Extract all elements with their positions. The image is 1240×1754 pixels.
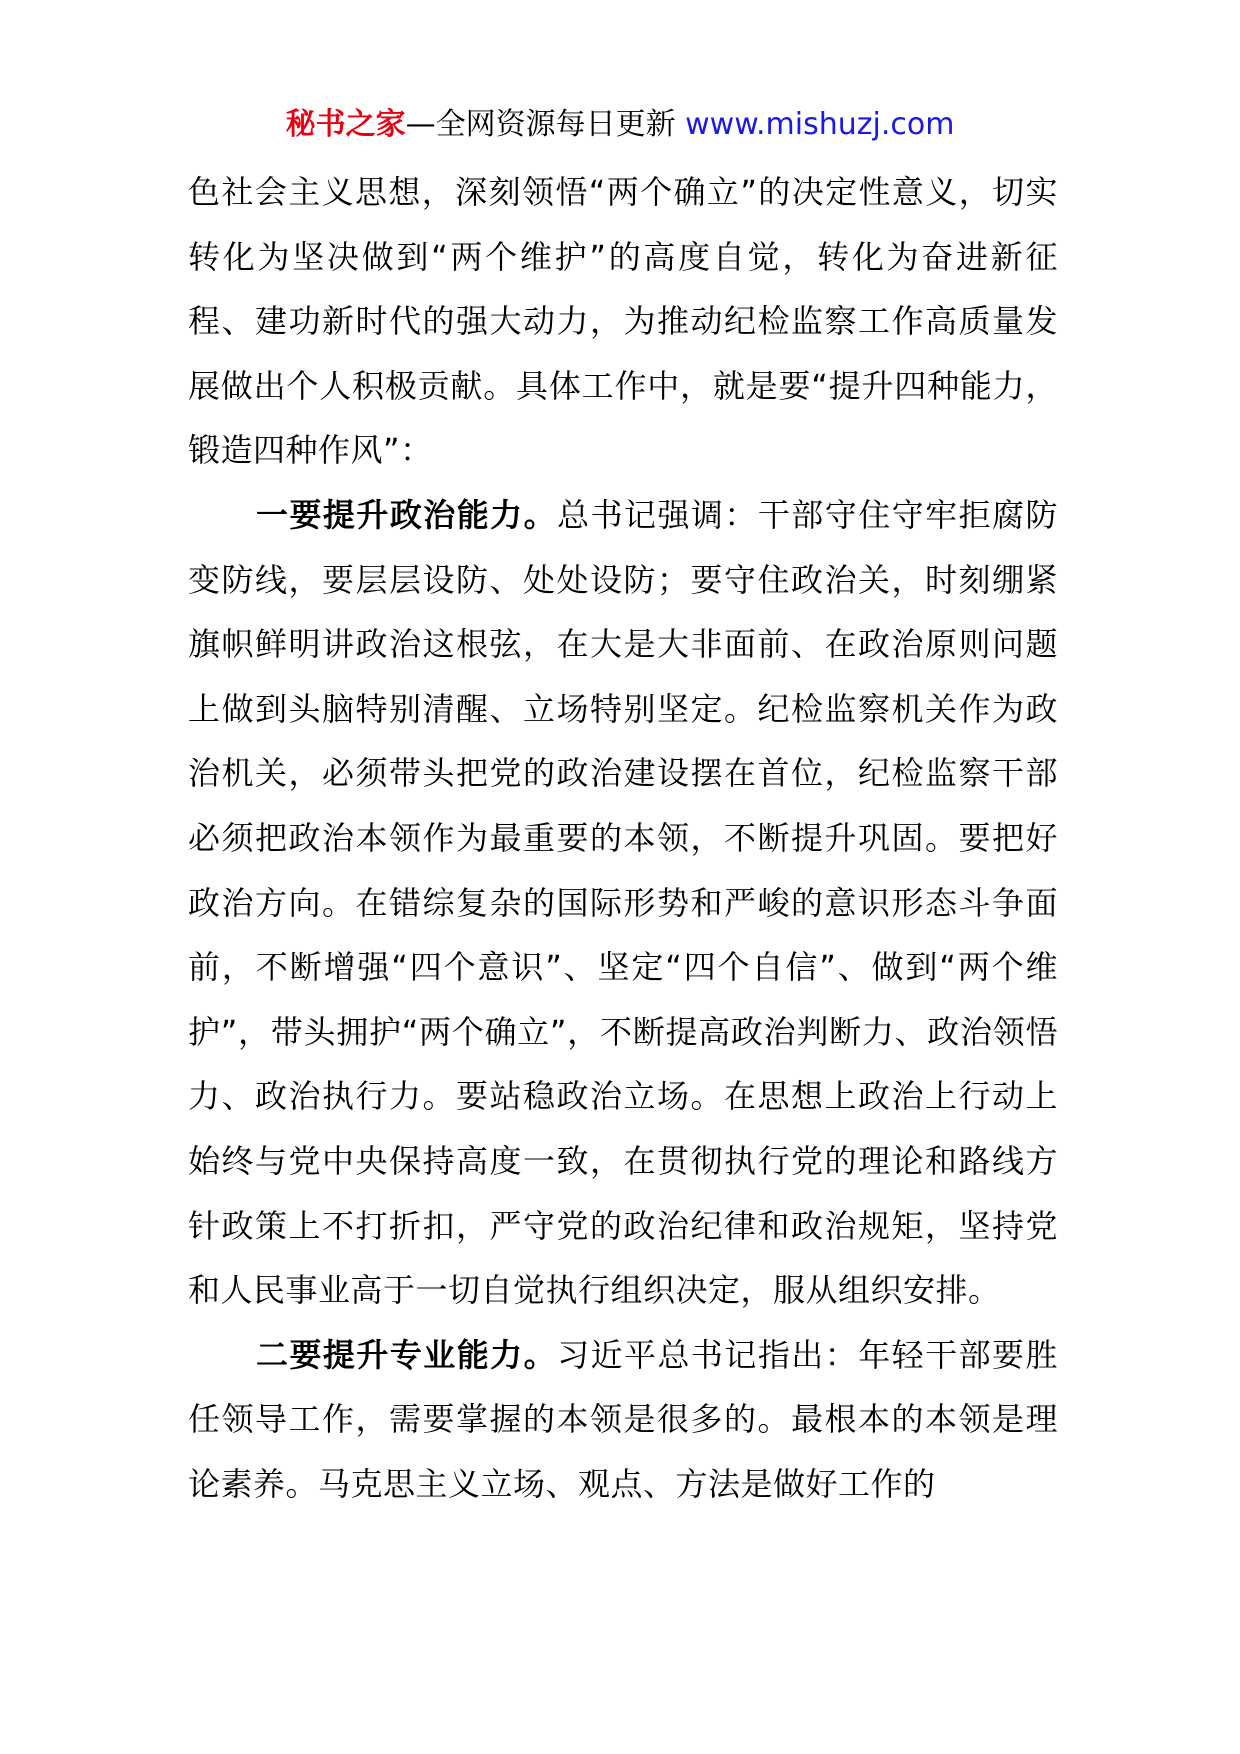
paragraph-political-ability	[188, 483, 1058, 1323]
site-url-link[interactable]: www.mishuzj.com	[685, 107, 955, 142]
paragraph-text: 总书记强调：干部守住守牢拒腐防变防线，要层层设防、处处设防；要守住政治关，时刻绷紧旗帜鲜明讲政治这根弦，在大是大非面前、在政治原则问题上做到头脑特别清醒、立场特别坚定。纪检监察机关作为政治机关，必须带头把党的政治建设摆在首位，纪检监察干部必须把政治本领作为最重要的本领，不断提升巩固。要把好政治方向。在错综复杂的国际形势和严峻的意识形态斗争面前，不断增强“四个意识”、坚定“四个自信”、做到“两个维护”，带头拥护“两个确立”，不断提高政治判断力、政治领悟力、政治执行力。要站稳政治立场。在思想上政治上行动上始终与党中央保持高度一致，在贯彻执行党的理论和路线方针政策上不打折扣，严守党的政治纪律和政治规矩，坚持党和人民事业高于一切自觉执行组织决定，服从组织安排。	[188, 495, 1058, 1310]
paragraph-continuation	[188, 160, 1058, 483]
paragraph-professional-ability	[188, 1323, 1058, 1517]
site-brand: 秘书之家	[285, 107, 406, 142]
paragraph-heading: 一要提升政治能力。	[256, 495, 558, 534]
paragraph-text: 习近平总书记指出：年轻干部要胜任领导工作，需要掌握的本领是很多的。最根本的本领是理论素养。马克思主义立场、观点、方法是做好工作的	[188, 1335, 1058, 1503]
site-header	[0, 100, 1240, 150]
paragraph-heading: 二要提升专业能力。	[256, 1335, 558, 1374]
paragraph-text: 色社会主义思想，深刻领悟“两个确立”的决定性意义，切实转化为坚决做到“两个维护”的高度自觉，转化为奋进新征程、建功新时代的强大动力，为推动纪检监察工作高质量发展做出个人积极贡献。具体工作中，就是要“提升四种能力，锻造四种作风”：	[188, 173, 1058, 470]
site-tagline: —全网资源每日更新	[405, 107, 686, 142]
document-body	[188, 160, 1058, 1516]
